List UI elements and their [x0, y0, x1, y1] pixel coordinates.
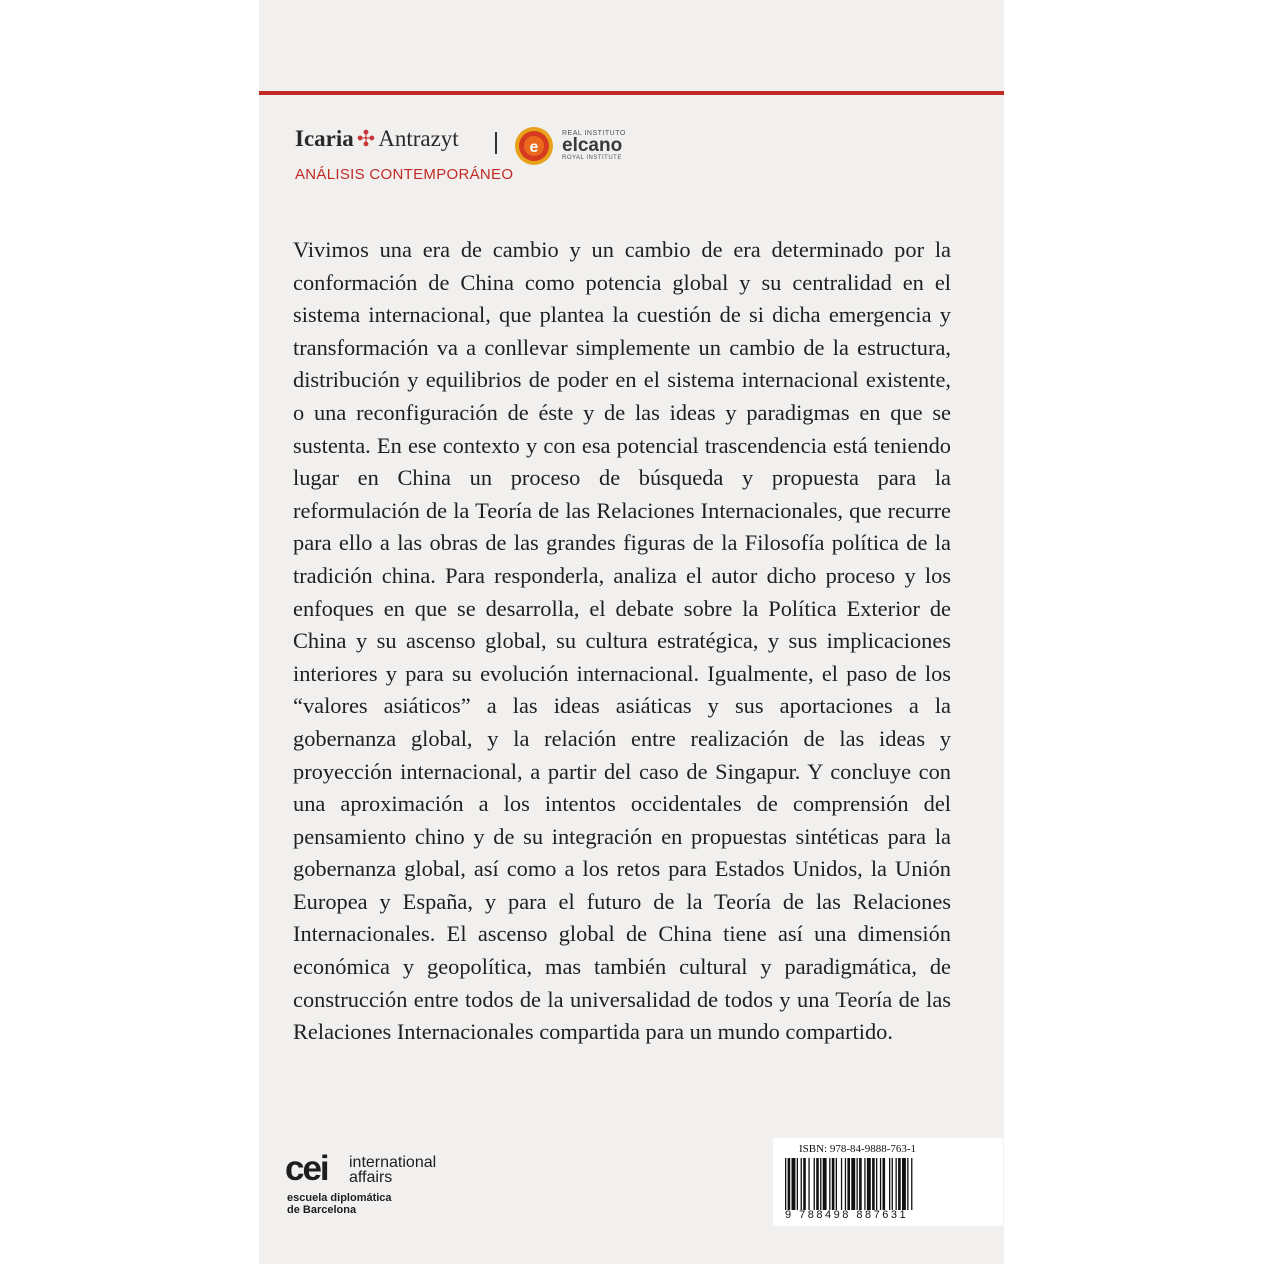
barcode-bar: [864, 1158, 865, 1210]
publisher-name-antrazyt: Antrazyt: [378, 126, 459, 151]
barcode-digits: 9 788498 887631: [785, 1209, 909, 1221]
cei-title: [349, 1155, 436, 1185]
barcode-bar: [845, 1158, 846, 1210]
cei-title-line-1: international: [349, 1154, 437, 1171]
barcode-bar: [829, 1158, 830, 1210]
publisher-name-icaria: Icaria: [295, 126, 354, 151]
red-rule: [259, 91, 1004, 95]
barcode-panel: [773, 1138, 1003, 1226]
logo-separator: [495, 132, 497, 154]
elcano-top-line: REAL INSTITUTO: [562, 130, 626, 137]
barcode-bar: [814, 1158, 815, 1210]
barcode-bar: [902, 1158, 906, 1210]
book-back-cover: [259, 0, 1004, 1264]
barcode-bar: [896, 1158, 897, 1210]
publisher-logo: [295, 126, 459, 152]
barcode-bar: [803, 1158, 806, 1210]
elcano-bottom-line: ROYAL INSTITUTE: [562, 155, 622, 161]
elcano-wordmark: [562, 130, 626, 161]
barcode-bar: [880, 1158, 881, 1210]
barcode-bar: [883, 1158, 886, 1210]
cei-subtitle-line-1: escuela diplomática: [287, 1192, 392, 1204]
barcode-bar: [898, 1158, 901, 1210]
barcode-bar: [892, 1158, 893, 1210]
barcode-bar: [836, 1158, 837, 1210]
barcode-bar: [867, 1158, 871, 1210]
collection-name: ANÁLISIS CONTEMPORÁNEO: [295, 166, 514, 183]
barcode-bar: [808, 1158, 809, 1210]
barcode-bar: [876, 1158, 877, 1210]
barcode-bar: [911, 1158, 912, 1210]
elcano-mark-letter: e: [529, 139, 539, 156]
cei-mark: cei: [285, 1149, 328, 1188]
barcode-bar: [859, 1158, 862, 1210]
barcode-bar: [816, 1158, 819, 1210]
publisher-header: [295, 126, 995, 196]
elcano-name: elcano: [562, 135, 623, 156]
barcode-bar: [872, 1158, 875, 1210]
barcode-bar: [841, 1158, 842, 1210]
barcode-bar: [788, 1158, 791, 1210]
barcode-bar: [797, 1158, 798, 1210]
barcode-bar: [889, 1158, 890, 1210]
cei-title-line-2: affairs: [349, 1169, 393, 1186]
barcode-bar: [832, 1158, 835, 1210]
barcode-bar: [820, 1158, 821, 1210]
barcode-bar: [792, 1158, 796, 1210]
elcano-logo-icon: [514, 126, 554, 166]
flower-icon: ✣: [356, 126, 376, 151]
blurb-paragraph: Vivimos una era de cambio y un cambio de era determinado por la conformación de China como potencia global y su centralidad en el sistema internacional, que plantea la cuestión de si dicha emergencia y transformación va a conllevar simplemente un cambio de la estructura, distribución y equilibrios de poder en el sistema internacional existente, o una reconfiguración de éste y de las ideas y paradigmas en que se sustenta. En ese contexto y con esa potencial trascendencia está teniendo lugar en China un proceso de búsqueda y propuesta para la reformulación de la Teoría de las Relaciones Internacionales, que recurre para ello a las obras de las grandes figuras de la Filosofía política de la tradición china. Para responderla, analiza el autor dicho proceso y los enfoques en que se desarrolla, el debate sobre la Política Exterior de China y su ascenso global, su cultura estratégica, y sus implicaciones interiores y para su evolución internacional. Igualmente, el paso de los “valores asiáticos” a las ideas asiáticas y sus aportaciones a la gobernanza global, y la relación entre realización de las ideas y proyección internacional, a partir del caso de Singapur. Y concluye con una aproximación a los intentos occidentales de comprensión del pensamiento chino y de su integración en propuestas sintéticas para la gobernanza global, así como a los retos para Estados Unidos, la Unión Europea y España, y para el futuro de la Teoría de las Relaciones Internacionales. El ascenso global de China tiene así una dimensión económica y geopolítica, mas también cultural y paradigmática, de construcción entre todos de la universalidad de todos y una Teoría de las Relaciones Internacionales compartida para un mundo compartido.: [293, 237, 951, 1045]
barcode-icon: [785, 1158, 991, 1210]
barcode-bar: [801, 1158, 802, 1210]
cei-logo: [285, 1149, 485, 1222]
barcode-bar: [823, 1158, 827, 1210]
cei-subtitle: [287, 1192, 392, 1216]
barcode-bar: [907, 1158, 908, 1210]
cei-subtitle-line-2: de Barcelona: [287, 1204, 357, 1216]
barcode-bar: [847, 1158, 850, 1210]
barcode-bar: [851, 1158, 855, 1210]
barcode-bar: [785, 1158, 786, 1210]
isbn-number: ISBN: 978-84-9888-763-1: [799, 1143, 917, 1155]
barcode-bar: [857, 1158, 858, 1210]
